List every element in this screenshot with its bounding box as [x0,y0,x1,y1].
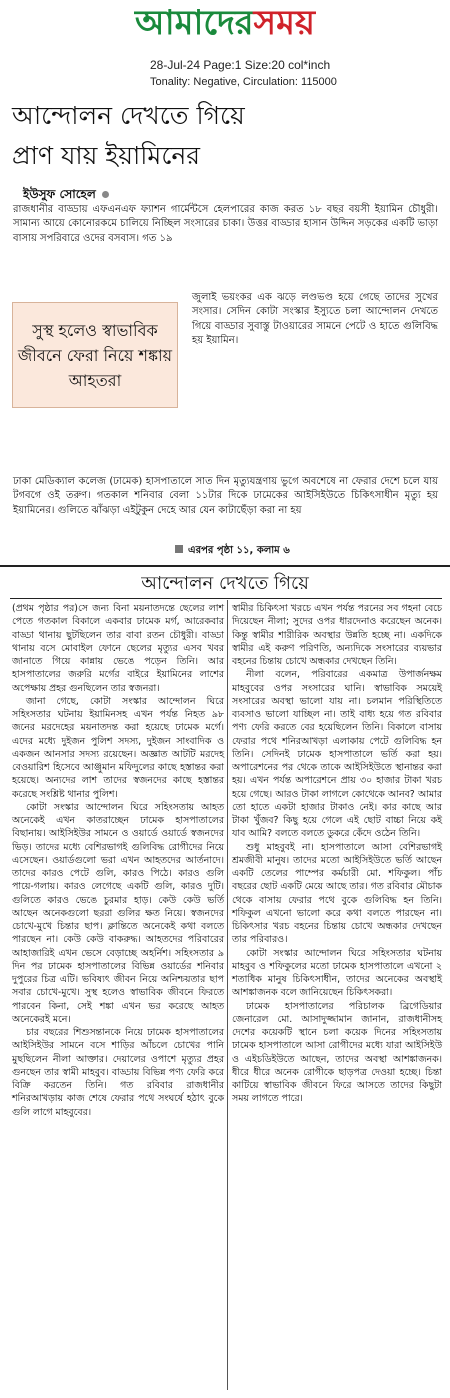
jump-text: এরপর পৃষ্ঠা ১১, কলাম ৬ [188,545,290,556]
column-divider [227,600,228,1390]
col1-paragraph: জানা গেছে, কোটা সংস্কার আন্দোলন ঘিরে সহিংসতার ঘটনায় ইয়ামিনসহ এখন পর্যন্ত নিহত ৯৮ জনের মরদেহের ময়নাতদন্ত করা হয়েছে ঢামেক মর্গে। এদের মধ্যে দুইজন পুলিশ সদস্য, দুইজন সাংবাদিক ও একজন আনসার সদস্য রয়েছেন। অজ্ঞাত আটটি মরদেহ বেওয়ারিশ হিসেবে আঞ্জুমান মফিদুলের কাছে হস্তান্তর করা হয়েছে। অন্যদের লাশ তাদের স্বজনদের কাছে হস্তান্তর করেছে সংশ্লিষ্ট থানার পুলিশ। [12,695,224,800]
section-divider [0,565,450,567]
pull-quote-box [12,302,178,408]
continuation-rule [10,598,442,599]
col1-paragraph: চার বছরের শিশুসন্তানকে নিয়ে ঢামেক হাসপাতালের আইসিইউর সামনে বসে শাড়ির আঁচলে চোখের পানি মুছছিলেন নীলা আক্তার। দেয়ালের ওপাশে মৃত্যুর প্রহর গুনছেন তার স্বামী মাহবুব। বাড্ডায় বিভিন্ন পণ্য ফেরি করে বিক্রি করতেন তিনি। গত রবিবার রাজধানীর শনিরআখড়ায় কাজ শেষে ফেরার পথে সংঘর্ষে হঠাৎ বুকে গুলি লাগে মাহবুবের। [12,1027,224,1118]
clipping-meta-size: 28-Jul-24 Page:1 Size:20 col*inch [150,58,331,72]
jump-line [175,543,290,560]
col2-paragraph: কোটা সংস্কার আন্দোলন ঘিরে সহিংসতার ঘটনায় মাহবুব ও শফিকুলের মতো ঢামেক হাসপাতালে এখনো ২ শতাধিক মানুষ চিকিৎসাধীন, তাদের অনেকের অবস্থাই আশঙ্কাজনক বলে জানিয়েছেন চিকিৎসকরা। [232,947,442,999]
col2-paragraph: শুধু মাহবুবই না। হাসপাতালে আসা বেশিরভাগই শ্রমজীবী মানুষ। তাদের মতো আইসিইউতে ভর্তি আছেন একটি তেলের পাম্পের কর্মচারী মো. শফিকুল। পাঁচ বছরের ছোট একটি মেয়ে আছে তার। গত রবিবার মৌচাক থেকে বাসায় ফেরার পথে বুকে গুলিবিদ্ধ হন তিনি। শফিকুল এখনো ভালো করে কথা বলতে পারছেন না। চিকিৎসার খরচ বহনের চিন্তায় চোখে অন্ধকার দেখছেন তার পরিবারও। [232,841,442,946]
jump-square-icon [175,545,183,553]
byline-bullet-icon [102,191,109,198]
headline-line-2: প্রাণ যায় ইয়ামিনের [12,141,201,170]
lead-paragraph-1: রাজধানীর বাড্ডায় এফএনএফ ফ্যাশন গার্মেন্টসে হেলপারের কাজ করত ১৮ বছর বয়সী ইয়ামিন চৌধুরী। সামান্য আয়ে কোনোরকমে চালিয়ে নিচ্ছিল সংসারের চাকা। উত্তর বাড্ডার হাসান উদ্দিন সড়কের একটি ভাড়া বাসায় সপরিবারে ওদের বসবাস। গত ১৯ [13,204,438,244]
masthead-part-1: আমাদের [135,3,254,43]
lead-paragraph-3: ঢাকা মেডিক্যাল কলেজ (ঢামেক) হাসপাতালে সাত দিন মৃত্যুযন্ত্রণায় ভুগে অবশেষে না ফেরার দেশে চলে যায় টগবগে ওই তরুণ। গতকাল শনিবার বেলা ১১টার দিকে ঢামেকের আইসিইউতে চিকিৎসাধীন মৃত্যু হয় ইয়ামিনের। গুলিতে ঝাঁঝড়া এইটুকুন দেহে আর যেন কাটাছেঁড়া করা না হয় [13,476,438,516]
continuation-column-1 [12,602,224,1119]
col1-paragraph: (প্রথম পৃষ্ঠার পর)সে জন্য বিনা ময়নাতদন্তে ছেলের লাশ পেতে গতকাল বিকালে একবার ঢামেক মর্গ, আরেকবার বাড্ডা থানায় ছুটছিলেন তার বাবা রতন চৌধুরী। বাড্ডা থানায় বসে মোবাইল ফোনে ছেলের মৃত্যুর এসব খবর জানাতে গিয়ে কান্নায় ভেঙে পড়েন তিনি। আর হাসপাতালের জরুরি মর্গের বাইরে ইয়ামিনের লাশের অপেক্ষায় প্রহর গুনছিলেন তার স্বজনরা। [12,603,224,694]
masthead-part-2: সময় [253,3,315,43]
lead-paragraph-2: জুলাই ভয়ংকর এক ঝড়ে লণ্ডভণ্ড হয়ে গেছে তাদের সুখের সংসার। সেদিন কোটা সংস্কার ইস্যুতে চলা আন্দোলন দেখতে গিয়ে বাড্ডার সুবাস্তু টাওয়ারের সামনে পেটে ও হাতে গুলিবিদ্ধ হয় ইয়ামিন। [192,292,438,347]
newspaper-masthead [0,0,450,46]
continuation-column-2 [232,602,442,1106]
headline-line-1: আন্দোলন দেখতে গিয়ে [12,101,245,130]
col2-paragraph: ঢামেক হাসপাতালের পরিচালক ব্রিগেডিয়ার জেনারেল মো. আসাদুজ্জামান জানান, রাজধানীসহ দেশের কয়েকটি স্থানে চলা কয়েক দিনের সহিংসতায় ঢামেক হাসপাতালে আসা রোগীদের মধ্যে যারা আইসিইউ ও এইচডিইউতে আছেন, তাদের অবস্থা আশঙ্কাজনক। ধীরে ধীরে অনেক রোগীকে ছাড়পত্র দেওয়া হচ্ছে। চিন্তা কাটিয়ে স্বাভাবিক জীবনে ফিরে আসতে তাদের কিছুটা সময় লাগতে পারে। [232,1000,442,1105]
col2-paragraph: নীলা বলেন, পরিবারের একমাত্র উপার্জনক্ষম মাহবুবের ওপর সংসারের ঘানি। স্বাভাবিক সময়েই সংসারের অবস্থা ভালো যায় না। চলমান পরিস্থিতিতে ব্যবসাও ভালো যাচ্ছিল না। তাই বাধ্য হয়ে গত রবিবার পণ্য ফেরি করতে বের হয়েছিলেন তিনি। বিকালে বাসায় ফেরার পথে শনিরআখড়া এলাকায় পেটে গুলিবিদ্ধ হন তিনি। সেদিনই ঢামেক হাসপাতালে ভর্তি করা হয়। অপারেশনের পর থেকে তাকে আইসিইউতে স্থানান্তর করা হয়। এখন পর্যন্ত অপারেশনে প্রায় ৩০ হাজার টাকা খরচ হয়ে গেছে। আরও টাকা লাগলে কোথেকে আনব? আমার তো হাতে একটা হাজার টাকাও নেই। কার কাছে আর টাকা খুঁজব? কিছু হয়ে গেলে এই ছোট বাচ্চা নিয়ে কই যাব আমি? বলতে বলতে ডুকরে কেঁদে ওঠেন তিনি। [232,669,442,840]
pull-quote-text: সুস্থ হলেও স্বাভাবিক জীবনে ফেরা নিয়ে শঙ্কায় আহতরা [17,320,173,390]
byline-author: ইউসুফ সোহেল [23,187,96,201]
continuation-headline: আন্দোলন দেখতে গিয়ে [141,573,309,594]
col1-paragraph: কোটা সংস্কার আন্দোলন ঘিরে সহিংসতায় আহত অনেকেই এখন কাতরাচ্ছেন ঢামেক হাসপাতালের বিছানায়। আইসিইউর সামনে ও ওয়ার্ডে ওয়ার্ডে স্বজনদের ভিড়। তাদের মধ্যে বেশিরভাগই গুলিবিদ্ধ রোগীদের নিয়ে এসেছেন। ওয়ার্ডগুলো ভরা এখন আহতদের আর্তনাদে। তাদের কারও পেটে গুলি, কারও পিঠে। কারও গুলি পায়ে-গলায়। কারও লেগেছে একটি গুলি, কারও দুটি। গুলিতে কারও ভেঙে চুরমার হাড়। কেউ কেউ ভর্তি আছেন অনেকগুলো ছররা গুলির ক্ষত নিয়ে। স্বজনদের চোখে-মুখে চিন্তার ছাপ। ক্লান্তিতে অনেকেই কথা বলতে পারছেন না। কেউ কেউ বাকরুদ্ধ। আহতদের পরিবারের আহাজারিই এখন ভেসে বেড়াচ্ছে অহর্নিশ। সহিংসতার ৯ দিন পর ঢামেক হাসপাতালের বিভিন্ন ওয়ার্ডের শনিবার দুপুরের চিত্র এটি। ভবিষ্যৎ জীবন নিয়ে অনিশ্চয়তার ছাপ সবার চোখে-মুখে। সুস্থ হলেও স্বাভাবিক জীবনে ফিরতে পারবেন কিনা, সেই শঙ্কা এখন ভর করেছে আহত অনেকেরই মনে। [12,801,224,1025]
clipping-meta-tonality: Tonality: Negative, Circulation: 115000 [150,76,337,88]
col2-paragraph: স্বামীর চিকিৎসা খরচে এখন পর্যন্ত পরনের সব গহনা বেচে দিয়েছেন নীলা; সুদের ওপর ধারদেনাও করেছেন অনেক। কিন্তু স্বামীর শারীরিক অবস্থার উন্নতি হচ্ছে না। একদিকে স্বামীর এই করুণ পরিণতি, অন্যদিকে সংসারের ব্যয়ভার বহনের চিন্তায় চোখে অন্ধকার দেখছেন তিনি। [232,603,442,667]
